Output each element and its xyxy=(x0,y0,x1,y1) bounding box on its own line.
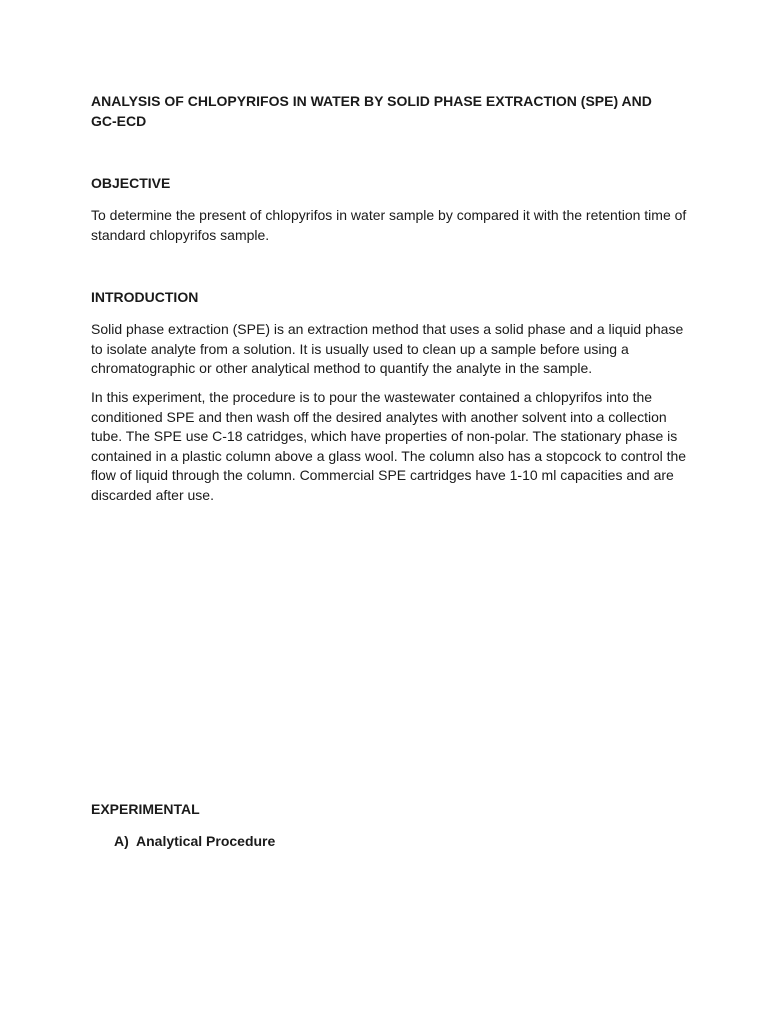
subsection-title: Analytical Procedure xyxy=(136,833,276,849)
document-title: ANALYSIS OF CHLOPYRIFOS IN WATER BY SOLID PHASE EXTRACTION (SPE) AND GC-ECD xyxy=(91,93,652,129)
subsection-heading-analytical-procedure xyxy=(114,832,275,852)
introduction-paragraph: In this experiment, the procedure is to pour the wastewater contained a chlopyrifos into the conditioned SPE and then wash off the desired analytes with another solvent into a collection tube. The SPE use C-18 catridges, which have properties of non-polar. The stationary phase is contained in a plastic column above a glass wool. The column also has a stopcock to control the flow of liquid through the column. Commercial SPE cartridges have 1-10 ml capacities and are discarded after use. xyxy=(91,389,687,503)
objective-heading: OBJECTIVE xyxy=(91,175,171,191)
objective-paragraph: To determine the present of chlopyrifos in water sample by compared it with the retention time of standard chlopyrifos sample. xyxy=(91,207,687,243)
subsection-marker: A) xyxy=(114,833,129,849)
introduction-paragraph: Solid phase extraction (SPE) is an extraction method that uses a solid phase and a liquid phase to isolate analyte from a solution. It is usually used to clean up a sample before using a chromatographic or other analytical method to quantify the analyte in the sample. xyxy=(91,321,684,376)
experimental-heading: EXPERIMENTAL xyxy=(91,801,200,817)
introduction-heading: INTRODUCTION xyxy=(91,289,199,305)
